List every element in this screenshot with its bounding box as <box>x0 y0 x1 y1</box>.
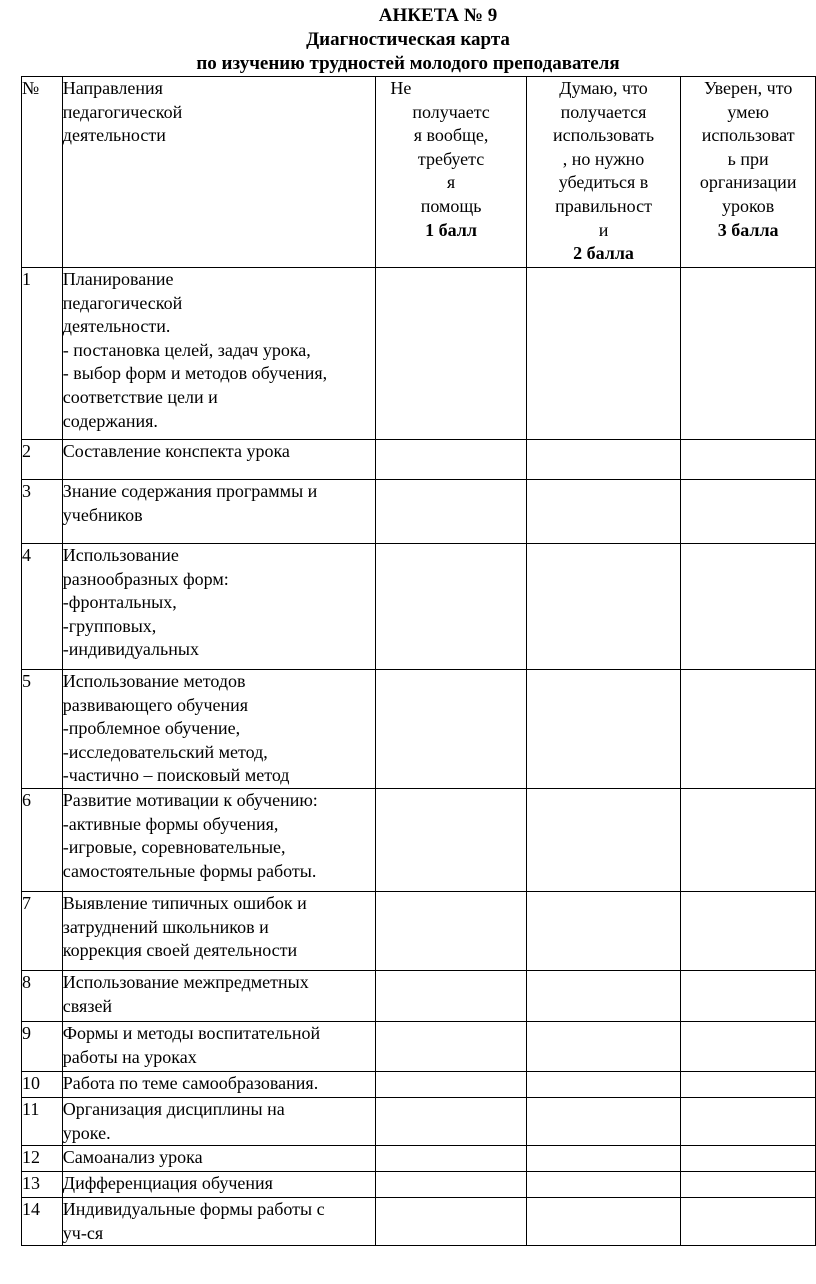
answer-cell-1[interactable] <box>376 480 526 544</box>
answer-cell-3[interactable] <box>681 1071 816 1097</box>
row-direction-line: -фронтальных, <box>62 592 177 613</box>
row-direction-line: -частично – поисковый метод <box>62 765 290 786</box>
answer-cell-2[interactable] <box>526 1172 681 1198</box>
row-direction <box>62 1097 376 1145</box>
answer-cell-3[interactable] <box>681 544 816 670</box>
table-row <box>22 1021 816 1071</box>
row-number: 12 <box>22 1146 63 1172</box>
answer-cell-2[interactable] <box>526 1146 681 1172</box>
table-row <box>22 891 816 970</box>
header-line: получаетс <box>412 101 490 122</box>
row-number: 11 <box>22 1097 63 1145</box>
header-direction-line: деятельности <box>62 125 166 146</box>
row-direction-line: связей <box>62 995 113 1016</box>
row-direction-line: Индивидуальные формы работы с <box>62 1199 325 1220</box>
row-direction-line: уч-ся <box>62 1222 104 1243</box>
row-direction-line: педагогической <box>62 292 183 313</box>
answer-cell-1[interactable] <box>376 788 526 891</box>
header-line: уроков <box>721 195 775 216</box>
answer-cell-2[interactable] <box>526 891 681 970</box>
answer-cell-2[interactable] <box>526 1198 681 1246</box>
row-direction-line: работы на уроках <box>62 1046 197 1067</box>
answer-cell-1[interactable] <box>376 544 526 670</box>
answer-cell-3[interactable] <box>681 670 816 789</box>
row-direction-line: развивающего обучения <box>62 694 249 715</box>
answer-cell-3[interactable] <box>681 480 816 544</box>
row-direction <box>62 1198 376 1246</box>
answer-cell-3[interactable] <box>681 268 816 440</box>
row-direction <box>62 440 376 480</box>
survey-table <box>21 76 816 1246</box>
header-line: умею <box>727 101 769 122</box>
header-line: убедиться в <box>558 172 649 193</box>
row-direction-line: - выбор форм и методов обучения, <box>62 363 328 384</box>
row-direction-line: Развитие мотивации к обучению: <box>62 789 318 810</box>
row-direction <box>62 670 376 789</box>
answer-cell-3[interactable] <box>681 788 816 891</box>
header-line: правильност <box>555 195 652 216</box>
table-row <box>22 1071 816 1097</box>
row-direction-line: Составление конспекта урока <box>62 441 290 461</box>
answer-cell-3[interactable] <box>681 1097 816 1145</box>
row-direction-line: содержания. <box>62 410 158 431</box>
row-direction-line: Дифференциация обучения <box>62 1173 273 1194</box>
row-number: 6 <box>22 788 63 891</box>
header-points: 1 балл <box>425 219 477 240</box>
row-number: 13 <box>22 1172 63 1198</box>
answer-cell-1[interactable] <box>376 1097 526 1145</box>
row-number: 14 <box>22 1198 63 1246</box>
answer-cell-3[interactable] <box>681 1021 816 1071</box>
table-row <box>22 1146 816 1172</box>
header-score-3 <box>681 77 816 268</box>
answer-cell-2[interactable] <box>526 1071 681 1097</box>
table-row <box>22 670 816 789</box>
row-direction-line: -активные формы обучения, <box>62 813 279 834</box>
answer-cell-3[interactable] <box>681 1146 816 1172</box>
header-number: № <box>22 77 63 268</box>
header-line: Уверен, что <box>703 78 793 98</box>
row-direction-line: Самоанализ урока <box>62 1147 203 1168</box>
table-row <box>22 440 816 480</box>
row-direction-line: -групповых, <box>62 615 157 636</box>
row-direction-line: учебников <box>62 504 143 525</box>
row-direction <box>62 1071 376 1097</box>
header-line: использоват <box>701 125 795 146</box>
row-number: 1 <box>22 268 63 440</box>
answer-cell-3[interactable] <box>681 891 816 970</box>
header-score-2 <box>526 77 681 268</box>
answer-cell-2[interactable] <box>526 670 681 789</box>
row-direction-line: Знание содержания программы и <box>62 481 318 501</box>
table-row <box>22 788 816 891</box>
row-direction-line: -исследовательский метод, <box>62 741 268 762</box>
answer-cell-2[interactable] <box>526 788 681 891</box>
row-direction <box>62 480 376 544</box>
row-direction-line: Использование <box>62 545 179 565</box>
answer-cell-1[interactable] <box>376 268 526 440</box>
answer-cell-3[interactable] <box>681 970 816 1021</box>
answer-cell-1[interactable] <box>376 891 526 970</box>
answer-cell-1[interactable] <box>376 1071 526 1097</box>
row-direction-line: Выявление типичных ошибок и <box>62 892 307 913</box>
table-row <box>22 970 816 1021</box>
table-row <box>22 268 816 440</box>
row-direction-line: -игровые, соревновательные, <box>62 837 286 858</box>
row-number: 7 <box>22 891 63 970</box>
row-number: 4 <box>22 544 63 670</box>
answer-cell-1[interactable] <box>376 1172 526 1198</box>
answer-cell-2[interactable] <box>526 1021 681 1071</box>
row-direction-line: -проблемное обучение, <box>62 718 241 739</box>
header-direction <box>62 77 376 268</box>
row-direction <box>62 891 376 970</box>
answer-cell-1[interactable] <box>376 1021 526 1071</box>
row-direction <box>62 1172 376 1198</box>
header-line: использовать <box>552 125 655 146</box>
header-direction-line: Направления <box>62 78 163 98</box>
row-direction-line: Использование межпредметных <box>62 971 309 992</box>
table-header-row <box>22 77 816 268</box>
row-direction-line: самостоятельные формы работы. <box>62 860 317 881</box>
row-direction-line: Использование методов <box>62 671 246 691</box>
row-direction-line: Формы и методы воспитательной <box>62 1022 321 1043</box>
row-number: 3 <box>22 480 63 544</box>
row-direction-line: коррекция своей деятельности <box>62 940 298 961</box>
header-line: требуетс <box>417 148 485 169</box>
row-direction-line: соответствие цели и <box>62 386 218 407</box>
header-line: помощь <box>420 195 482 216</box>
header-direction-line: педагогической <box>62 101 183 122</box>
answer-cell-3[interactable] <box>681 1198 816 1246</box>
row-direction <box>62 1146 376 1172</box>
answer-cell-3[interactable] <box>681 440 816 480</box>
row-direction <box>62 970 376 1021</box>
answer-cell-2[interactable] <box>526 1097 681 1145</box>
header-points: 2 балла <box>573 243 634 264</box>
answer-cell-1[interactable] <box>376 1198 526 1246</box>
table-row <box>22 1172 816 1198</box>
header-line: я вообще, <box>413 125 489 146</box>
table-row <box>22 1097 816 1145</box>
answer-cell-3[interactable] <box>681 1172 816 1198</box>
header-points: 3 балла <box>717 219 779 240</box>
header-line: я <box>446 172 456 193</box>
row-number: 9 <box>22 1021 63 1071</box>
table-row <box>22 480 816 544</box>
header-line: и <box>598 219 609 240</box>
header-score-1 <box>376 77 526 268</box>
row-direction-line: Планирование <box>62 269 174 289</box>
header-line: ь при <box>727 148 769 169</box>
table-row <box>22 1198 816 1246</box>
answer-cell-1[interactable] <box>376 670 526 789</box>
questionnaire-title: АНКЕТА № 9 <box>378 5 498 26</box>
row-direction-line: Организация дисциплины на <box>62 1098 285 1119</box>
row-direction-line: деятельности. <box>62 316 171 337</box>
answer-cell-1[interactable] <box>376 970 526 1021</box>
header-line: организации <box>699 172 797 193</box>
row-direction-line: уроке. <box>62 1122 111 1143</box>
answer-cell-1[interactable] <box>376 1146 526 1172</box>
row-number: 5 <box>22 670 63 789</box>
header-line: получается <box>560 101 647 122</box>
answer-cell-2[interactable] <box>526 544 681 670</box>
row-direction <box>62 1021 376 1071</box>
table-row <box>22 544 816 670</box>
row-direction <box>62 788 376 891</box>
row-number: 2 <box>22 440 63 480</box>
answer-cell-2[interactable] <box>526 440 681 480</box>
row-direction <box>62 268 376 440</box>
answer-cell-2[interactable] <box>526 970 681 1021</box>
header-line: Не <box>390 78 412 98</box>
row-direction-line: затруднений школьников и <box>62 916 269 937</box>
document-subtitle: Диагностическая карта <box>306 29 510 50</box>
row-direction-line: - постановка целей, задач урока, <box>62 339 311 360</box>
row-number: 8 <box>22 970 63 1021</box>
answer-cell-2[interactable] <box>526 268 681 440</box>
document-subtitle-2: по изучению трудностей молодого преподавателя <box>196 53 620 74</box>
row-direction-line: -индивидуальных <box>62 639 199 660</box>
row-direction-line: Работа по теме самообразования. <box>62 1072 319 1093</box>
row-direction <box>62 544 376 670</box>
row-number: 10 <box>22 1071 63 1097</box>
answer-cell-1[interactable] <box>376 440 526 480</box>
row-direction-line: разнообразных форм: <box>62 568 229 589</box>
answer-cell-2[interactable] <box>526 480 681 544</box>
header-line: , но нужно <box>562 148 645 169</box>
header-line: Думаю, что <box>559 78 648 98</box>
